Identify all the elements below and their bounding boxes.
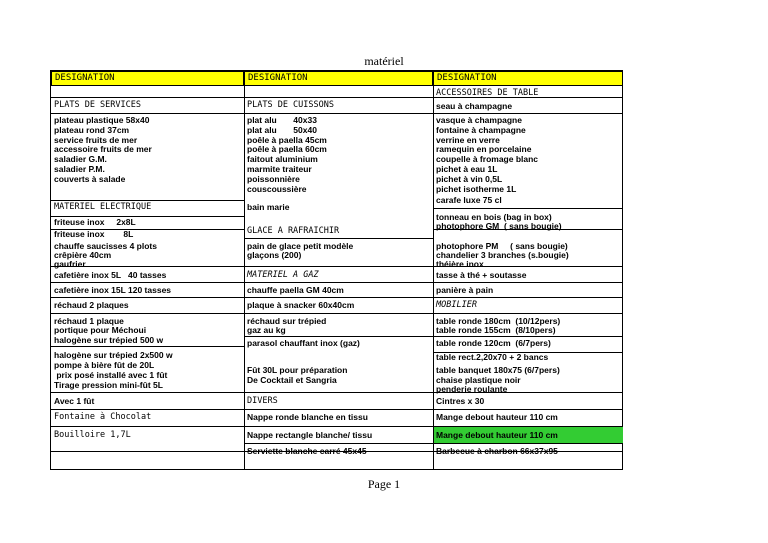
list-item: De Cocktail et Sangria xyxy=(247,375,337,385)
list-item: prix posé installé avec 1 fût xyxy=(54,370,168,380)
list-item: service fruits de mer xyxy=(54,135,138,145)
header-designation-3: DESIGNATION xyxy=(433,71,623,86)
list-item: halogène sur trépied 500 w xyxy=(54,335,164,345)
list-item: accessoire fruits de mer xyxy=(54,144,152,154)
list-item: couverts à salade xyxy=(54,174,126,184)
list-item: crêpière 40cm xyxy=(54,250,112,260)
list-item: saladier G.M. xyxy=(54,154,107,164)
list-item: table rect.2,20x70 + 2 bancs xyxy=(436,352,549,362)
column-divider xyxy=(433,71,434,470)
list-item: Nappe rectangle blanche/ tissu xyxy=(247,430,373,440)
header-designation-2: DESIGNATION xyxy=(244,71,433,86)
list-item: Serviette blanche carré 45x45 xyxy=(247,446,367,456)
list-item: pichet à eau 1L xyxy=(436,164,498,174)
list-item: pain de glace petit modèle xyxy=(247,241,354,251)
materiel-table xyxy=(50,70,623,470)
column-divider xyxy=(244,71,245,470)
list-item: seau à champagne xyxy=(436,101,513,111)
row-divider xyxy=(51,313,623,314)
section-divers: DIVERS xyxy=(247,396,278,406)
list-item: poêle à paella 45cm xyxy=(247,135,327,145)
list-item: plateau plastique 58x40 xyxy=(54,115,150,125)
list-item: chaise plastique noir xyxy=(436,375,521,385)
list-item: poêle à paella 60cm xyxy=(247,144,327,154)
row-divider xyxy=(51,282,623,283)
list-item: ramequin en porcelaine xyxy=(436,144,532,154)
section-plats-de-services: PLATS DE SERVICES xyxy=(54,100,141,110)
list-item: Mange debout hauteur 110 cm xyxy=(436,430,558,440)
list-item: faitout aluminium xyxy=(247,154,318,164)
section-glace: GLACE A RAFRAICHIR xyxy=(247,226,340,236)
list-item: plat alu 40x33 xyxy=(247,115,317,125)
list-item: friteuse inox 2x8L xyxy=(54,217,136,227)
row-divider xyxy=(244,336,623,337)
list-item: glaçons (200) xyxy=(247,250,302,260)
list-item: Mange debout hauteur 110 cm xyxy=(436,412,558,422)
row-divider xyxy=(51,113,623,114)
row-divider xyxy=(51,266,623,267)
list-item: poissonnière xyxy=(247,174,300,184)
list-item: gaufrier xyxy=(54,259,86,269)
list-item: panière à pain xyxy=(436,285,494,295)
section-mobilier: MOBILIER xyxy=(436,300,477,310)
row-divider xyxy=(433,208,623,209)
header-designation-1: DESIGNATION xyxy=(51,71,244,86)
list-item: halogène sur trépied 2x500 w xyxy=(54,350,173,360)
list-item: réchaud sur trépied xyxy=(247,316,327,326)
section-accessoires: ACCESSOIRES DE TABLE xyxy=(436,88,539,98)
list-item: fontaine à champagne xyxy=(436,125,526,135)
list-item: tonneau en bois (bag in box) xyxy=(436,212,552,222)
list-item: portique pour Méchoui xyxy=(54,325,147,335)
list-item: photophore PM ( sans bougie) xyxy=(436,241,568,251)
list-item: Nappe ronde blanche en tissu xyxy=(247,412,368,422)
list-item: chauffe saucisses 4 plots xyxy=(54,241,157,251)
list-item: marmite traiteur xyxy=(247,164,312,174)
list-item: table ronde 180cm (10/12pers) xyxy=(436,316,561,326)
section-materiel-electrique: MATERIEL ELECTRIQUE xyxy=(54,202,152,212)
row-divider xyxy=(244,443,623,444)
list-item: pichet isotherme 1L xyxy=(436,184,517,194)
list-item: chandelier 3 branches (s.bougie) xyxy=(436,250,569,260)
list-item: parasol chauffant inox (gaz) xyxy=(247,338,360,348)
list-item: plaque à snacker 60x40cm xyxy=(247,300,355,310)
section-materiel-gaz: MATERIEL A GAZ xyxy=(247,270,319,280)
list-item: réchaud 2 plaques xyxy=(54,300,129,310)
list-item-highlighted: Barbecue à charbon 66x37x95 xyxy=(436,446,558,456)
row-divider xyxy=(51,409,623,410)
list-item: bain marie xyxy=(247,202,290,212)
list-item: Bouilloire 1,7L xyxy=(54,430,131,440)
list-item: Tirage pression mini-fût 5L xyxy=(54,380,163,390)
list-item: réchaud 1 plaque xyxy=(54,316,124,326)
list-item: friteuse inox 8L xyxy=(54,229,134,239)
row-divider xyxy=(51,200,244,201)
row-divider xyxy=(51,392,623,393)
page-number: Page 1 xyxy=(367,477,401,491)
list-item: saladier P.M. xyxy=(54,164,105,174)
list-item: photophore GM ( sans bougie) xyxy=(436,221,562,231)
list-item: coupelle à fromage blanc xyxy=(436,154,539,164)
list-item: carafe luxe 75 cl xyxy=(436,195,502,205)
list-item: plat alu 50x40 xyxy=(247,125,317,135)
list-item: Avec 1 fût xyxy=(54,396,95,406)
row-divider xyxy=(51,297,623,298)
list-item: table ronde 155cm (8/10pers) xyxy=(436,325,556,335)
list-item: verrine en verre xyxy=(436,135,500,145)
list-item: cafetière inox 5L 40 tasses xyxy=(54,270,167,280)
list-item: gaz au kg xyxy=(247,325,286,335)
list-item: table ronde 120cm (6/7pers) xyxy=(436,338,551,348)
list-item: Fontaine à Chocolat xyxy=(54,412,152,422)
list-item: cafetière inox 15L 120 tasses xyxy=(54,285,172,295)
list-item: table banquet 180x75 (6/7pers) xyxy=(436,365,560,375)
list-item: plateau rond 37cm xyxy=(54,125,130,135)
section-plats-de-cuissons: PLATS DE CUISSONS xyxy=(247,100,334,110)
list-item: pichet à vin 0,5L xyxy=(436,174,503,184)
list-item: penderie roulante xyxy=(436,384,508,394)
list-item: Fût 30L pour préparation xyxy=(247,365,348,375)
list-item: tasse à thé + soutasse xyxy=(436,270,527,280)
document-title: matériel xyxy=(364,54,404,68)
list-item: théière inox xyxy=(436,259,484,269)
list-item: Cintres x 30 xyxy=(436,396,485,406)
row-divider xyxy=(51,346,244,347)
list-item: vasque à champagne xyxy=(436,115,522,125)
list-item: pompe à bière fût de 20L xyxy=(54,360,155,370)
list-item: chauffe paella GM 40cm xyxy=(247,285,344,295)
row-divider xyxy=(244,238,433,239)
list-item: couscoussière xyxy=(247,184,307,194)
